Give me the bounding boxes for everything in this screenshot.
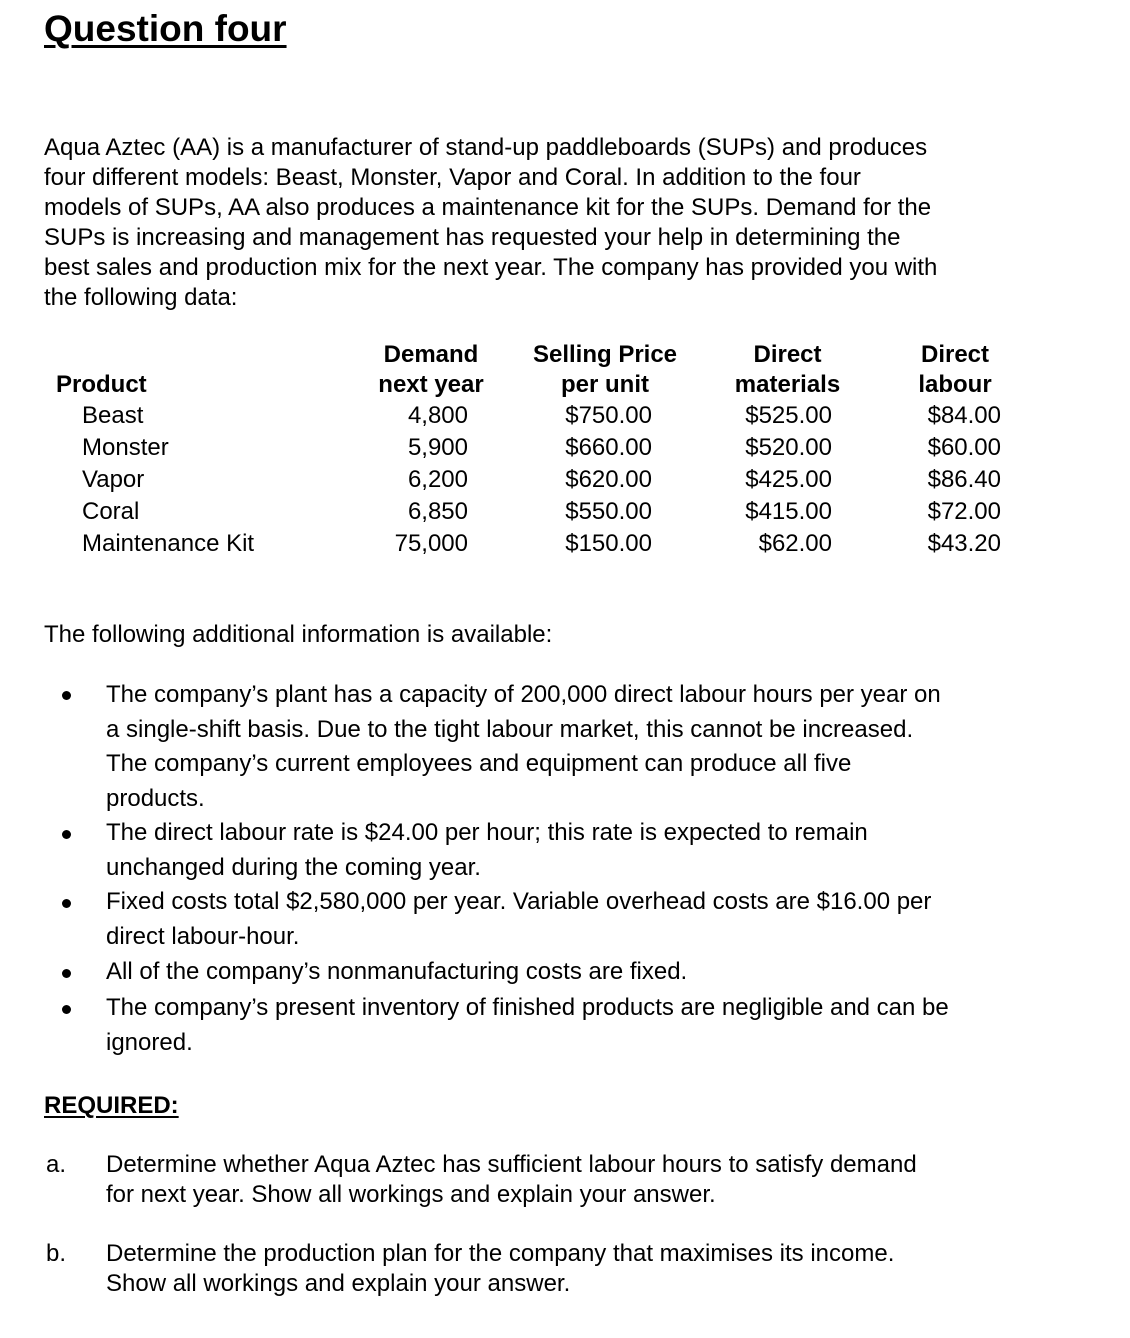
header-materials-line1: Direct [753, 341, 822, 368]
table-cell-demand: 75,000 [394, 530, 468, 557]
bullet-line: The company’s present inventory of finished products are negligible and can be [106, 994, 949, 1021]
table-cell-demand: 4,800 [407, 402, 468, 429]
header-demand [366, 340, 496, 400]
bullet-icon [62, 691, 71, 700]
intro-line: models of SUPs, AA also produces a maintenance kit for the SUPs. Demand for the [44, 194, 932, 221]
bullet-icon [62, 899, 71, 908]
table-cell-price: $550.00 [565, 498, 652, 525]
requirement-letter: b. [46, 1240, 67, 1267]
table-cell-product: Coral [82, 498, 140, 525]
header-labour-line2: labour [918, 371, 992, 398]
list-item [106, 991, 1026, 1060]
header-price-line1: Selling Price [532, 341, 678, 368]
list-item [106, 816, 1026, 885]
requirement-line: Determine whether Aqua Aztec has sufficient labour hours to satisfy demand [106, 1151, 917, 1178]
requirement-line: Show all workings and explain your answer. [106, 1270, 571, 1297]
table-cell-product: Beast [82, 402, 144, 429]
bullet-line: Fixed costs total $2,580,000 per year. Variable overhead costs are $16.00 per [106, 888, 932, 915]
requirement-letter: a. [46, 1151, 67, 1178]
bullet-line: direct labour-hour. [106, 922, 300, 950]
table-cell-labour: $86.40 [927, 466, 1001, 493]
intro-line: Aqua Aztec (AA) is a manufacturer of stand-up paddleboards (SUPs) and produces [44, 134, 928, 161]
bullet-line: The direct labour rate is $24.00 per hour; this rate is expected to remain [106, 819, 868, 846]
bullet-icon [62, 1005, 71, 1014]
bullet-icon [62, 969, 71, 978]
requirement-text [106, 1150, 917, 1210]
header-labour [895, 340, 1015, 400]
bullet-line: a single-shift basis. Due to the tight labour market, this cannot be increased. [106, 715, 914, 743]
table-cell-materials: $425.00 [745, 466, 832, 493]
table-cell-price: $620.00 [565, 466, 652, 493]
table-cell-labour: $84.00 [927, 402, 1001, 429]
table-cell-materials: $62.00 [758, 530, 832, 557]
bullet-icon [62, 830, 71, 839]
table-cell-materials: $415.00 [745, 498, 832, 525]
bullet-line: ignored. [106, 1028, 193, 1056]
bullet-line: The company’s current employees and equipment can produce all five [106, 750, 852, 777]
intro-line: four different models: Beast, Monster, Vapor and Coral. In addition to the four [44, 164, 861, 191]
additional-info-heading: The following additional information is available: [44, 621, 553, 648]
table-cell-demand: 6,200 [407, 466, 468, 493]
header-materials [715, 340, 860, 400]
table-cell-price: $660.00 [565, 434, 652, 461]
bullet-line: products. [106, 784, 205, 812]
table-cell-product: Maintenance Kit [82, 530, 255, 557]
required-heading: REQUIRED: [44, 1092, 179, 1119]
list-item [106, 955, 1026, 990]
table-cell-demand: 5,900 [407, 434, 468, 461]
requirement-line: Determine the production plan for the company that maximises its income. [106, 1240, 895, 1267]
header-price [515, 340, 695, 400]
table-cell-labour: $72.00 [927, 498, 1001, 525]
table-cell-labour: $43.20 [927, 530, 1001, 557]
table-cell-price: $750.00 [565, 402, 652, 429]
table-cell-product: Monster [82, 434, 169, 461]
header-materials-line2: materials [734, 371, 841, 398]
bullet-line: All of the company’s nonmanufacturing costs are fixed. [106, 958, 688, 985]
intro-line: the following data: [44, 284, 238, 311]
header-labour-line1: Direct [920, 341, 990, 368]
table-cell-materials: $525.00 [745, 402, 832, 429]
requirement-text [106, 1239, 894, 1299]
requirement-line: for next year. Show all workings and explain your answer. [106, 1181, 716, 1208]
table-cell-product: Vapor [82, 466, 145, 493]
bullet-line: The company’s plant has a capacity of 200,000 direct labour hours per year on [106, 681, 941, 708]
bullet-line: unchanged during the coming year. [106, 853, 481, 881]
header-demand-line1: Demand [383, 341, 479, 368]
list-item [106, 678, 1026, 816]
list-item [106, 885, 1026, 954]
intro-paragraph [44, 133, 1064, 313]
header-demand-line2: next year [378, 371, 484, 398]
table-cell-price: $150.00 [565, 530, 652, 557]
table-cell-demand: 6,850 [407, 498, 468, 525]
intro-line: SUPs is increasing and management has requested your help in determining the [44, 224, 901, 251]
header-price-line2: per unit [561, 371, 649, 398]
question-title: Question four [44, 8, 287, 49]
table-cell-labour: $60.00 [927, 434, 1001, 461]
header-product: Product [56, 371, 147, 398]
table-cell-materials: $520.00 [745, 434, 832, 461]
intro-line: best sales and production mix for the next year. The company has provided you with [44, 254, 938, 281]
